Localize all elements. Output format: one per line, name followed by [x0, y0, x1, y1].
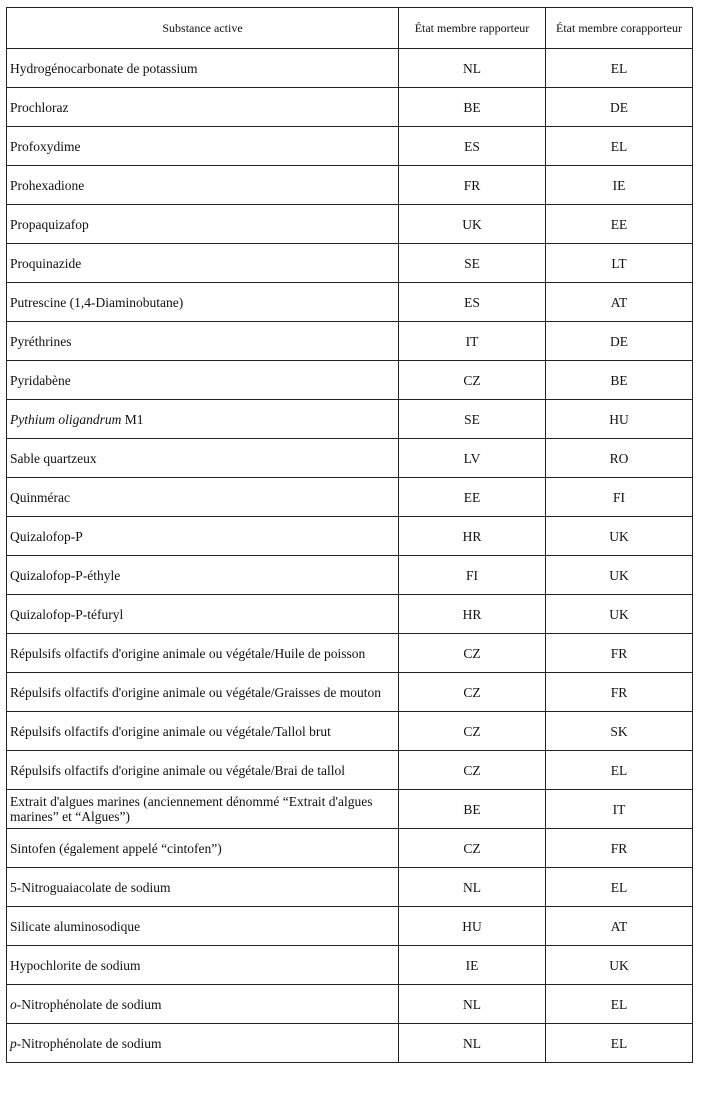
substance-name: Propaquizafop — [10, 216, 89, 232]
table-row — [7, 361, 693, 400]
cell-corapporteur: EL — [546, 127, 693, 166]
cell-substance — [7, 556, 399, 595]
cell-corapporteur: UK — [546, 517, 693, 556]
substance-name: Profoxydime — [10, 138, 81, 154]
cell-corapporteur: IE — [546, 166, 693, 205]
cell-rapporteur: CZ — [399, 829, 546, 868]
cell-substance — [7, 946, 399, 985]
table-row — [7, 712, 693, 751]
cell-substance — [7, 166, 399, 205]
substance-name: -Nitrophénolate de sodium — [16, 1035, 162, 1051]
table-row — [7, 283, 693, 322]
substance-italic-part: Pythium oligandrum — [10, 411, 122, 427]
table-row — [7, 595, 693, 634]
substance-name: Proquinazide — [10, 255, 82, 271]
cell-substance — [7, 283, 399, 322]
table-row — [7, 673, 693, 712]
cell-substance — [7, 244, 399, 283]
cell-substance — [7, 1024, 399, 1063]
cell-corapporteur: UK — [546, 556, 693, 595]
cell-rapporteur: ES — [399, 127, 546, 166]
substance-name: Hydrogénocarbonate de potassium — [10, 60, 198, 76]
substance-name: Sintofen (également appelé “cintofen”) — [10, 840, 222, 856]
cell-substance — [7, 439, 399, 478]
cell-corapporteur: EL — [546, 985, 693, 1024]
cell-substance — [7, 712, 399, 751]
cell-corapporteur: AT — [546, 907, 693, 946]
cell-corapporteur: EL — [546, 1024, 693, 1063]
cell-corapporteur: EL — [546, 751, 693, 790]
cell-corapporteur: RO — [546, 439, 693, 478]
cell-rapporteur: LV — [399, 439, 546, 478]
cell-substance — [7, 673, 399, 712]
cell-corapporteur: FR — [546, 673, 693, 712]
substance-name: Répulsifs olfactifs d'origine animale ou végétale/Tallol brut — [10, 723, 331, 739]
cell-substance — [7, 361, 399, 400]
substance-name: Prohexadione — [10, 177, 85, 193]
table-row — [7, 478, 693, 517]
table-row — [7, 868, 693, 907]
cell-rapporteur: NL — [399, 1024, 546, 1063]
cell-rapporteur: HU — [399, 907, 546, 946]
cell-rapporteur: UK — [399, 205, 546, 244]
table-row — [7, 205, 693, 244]
table-row — [7, 322, 693, 361]
cell-corapporteur: DE — [546, 322, 693, 361]
table-row — [7, 88, 693, 127]
cell-substance — [7, 985, 399, 1024]
table-row — [7, 244, 693, 283]
substance-name: Pyridabène — [10, 372, 71, 388]
cell-rapporteur: NL — [399, 868, 546, 907]
table-row — [7, 790, 693, 829]
cell-corapporteur: FR — [546, 829, 693, 868]
cell-rapporteur: CZ — [399, 712, 546, 751]
table-row — [7, 829, 693, 868]
cell-corapporteur: HU — [546, 400, 693, 439]
cell-corapporteur: FI — [546, 478, 693, 517]
cell-corapporteur: FR — [546, 634, 693, 673]
table-row — [7, 1024, 693, 1063]
cell-rapporteur: BE — [399, 790, 546, 829]
cell-rapporteur: IE — [399, 946, 546, 985]
cell-rapporteur: CZ — [399, 361, 546, 400]
cell-rapporteur: ES — [399, 283, 546, 322]
substance-name: M1 — [121, 411, 144, 427]
substance-name: Hypochlorite de sodium — [10, 957, 141, 973]
substance-name: Répulsifs olfactifs d'origine animale ou végétale/Brai de tallol — [10, 762, 345, 778]
substance-name: -Nitrophénolate de sodium — [16, 996, 162, 1012]
substance-name: Sable quartzeux — [10, 450, 97, 466]
table-row — [7, 946, 693, 985]
cell-rapporteur: HR — [399, 517, 546, 556]
substance-name: Quinmérac — [10, 489, 70, 505]
substance-name: Répulsifs olfactifs d'origine animale ou végétale/Huile de poisson — [10, 645, 366, 661]
substance-name: Quizalofop-P — [10, 528, 83, 544]
cell-corapporteur: EL — [546, 49, 693, 88]
table-row — [7, 49, 693, 88]
cell-substance — [7, 88, 399, 127]
table-row — [7, 751, 693, 790]
cell-substance — [7, 49, 399, 88]
cell-substance — [7, 478, 399, 517]
cell-rapporteur: EE — [399, 478, 546, 517]
cell-rapporteur: SE — [399, 400, 546, 439]
cell-substance — [7, 322, 399, 361]
cell-substance — [7, 907, 399, 946]
cell-substance — [7, 829, 399, 868]
cell-rapporteur: NL — [399, 49, 546, 88]
cell-corapporteur: AT — [546, 283, 693, 322]
table-header-row — [7, 8, 693, 49]
table-row — [7, 439, 693, 478]
cell-substance — [7, 868, 399, 907]
table-row — [7, 400, 693, 439]
header-corapporteur: État membre corapporteur — [546, 8, 693, 49]
cell-rapporteur: SE — [399, 244, 546, 283]
substance-name: Répulsifs olfactifs d'origine animale ou végétale/Graisses de mouton — [10, 684, 381, 700]
cell-corapporteur: BE — [546, 361, 693, 400]
table-row — [7, 517, 693, 556]
substance-name: Quizalofop-P-téfuryl — [10, 606, 124, 622]
substance-name: Pyréthrines — [10, 333, 72, 349]
cell-substance — [7, 634, 399, 673]
cell-corapporteur: UK — [546, 595, 693, 634]
cell-substance — [7, 751, 399, 790]
cell-rapporteur: CZ — [399, 673, 546, 712]
substances-table — [6, 7, 693, 1063]
cell-rapporteur: FR — [399, 166, 546, 205]
cell-corapporteur: DE — [546, 88, 693, 127]
substance-name: Quizalofop-P-éthyle — [10, 567, 121, 583]
cell-rapporteur: HR — [399, 595, 546, 634]
cell-rapporteur: IT — [399, 322, 546, 361]
table-row — [7, 127, 693, 166]
table-row — [7, 634, 693, 673]
cell-corapporteur: EL — [546, 868, 693, 907]
cell-rapporteur: CZ — [399, 751, 546, 790]
cell-corapporteur: LT — [546, 244, 693, 283]
substance-italic-part: p — [10, 1035, 17, 1051]
substance-name: Prochloraz — [10, 99, 69, 115]
cell-corapporteur: EE — [546, 205, 693, 244]
table-row — [7, 907, 693, 946]
cell-corapporteur: UK — [546, 946, 693, 985]
substance-name: Putrescine (1,4-Diaminobutane) — [10, 294, 184, 310]
cell-substance — [7, 517, 399, 556]
substance-name: Extrait d'algues marines (anciennement dénommé “Extrait d'algues marines” et “Algues”) — [10, 794, 376, 824]
cell-substance — [7, 400, 399, 439]
cell-corapporteur: SK — [546, 712, 693, 751]
cell-rapporteur: FI — [399, 556, 546, 595]
header-rapporteur: État membre rapporteur — [399, 8, 546, 49]
substance-name: Silicate aluminosodique — [10, 918, 141, 934]
table-row — [7, 556, 693, 595]
cell-rapporteur: BE — [399, 88, 546, 127]
cell-corapporteur: IT — [546, 790, 693, 829]
substance-italic-part: o — [10, 996, 17, 1012]
table-row — [7, 985, 693, 1024]
cell-substance — [7, 595, 399, 634]
cell-substance — [7, 127, 399, 166]
header-substance: Substance active — [7, 8, 399, 49]
cell-rapporteur: CZ — [399, 634, 546, 673]
cell-substance — [7, 205, 399, 244]
cell-substance — [7, 790, 399, 829]
cell-rapporteur: NL — [399, 985, 546, 1024]
substance-name: 5-Nitroguaiacolate de sodium — [10, 879, 171, 895]
table-row — [7, 166, 693, 205]
